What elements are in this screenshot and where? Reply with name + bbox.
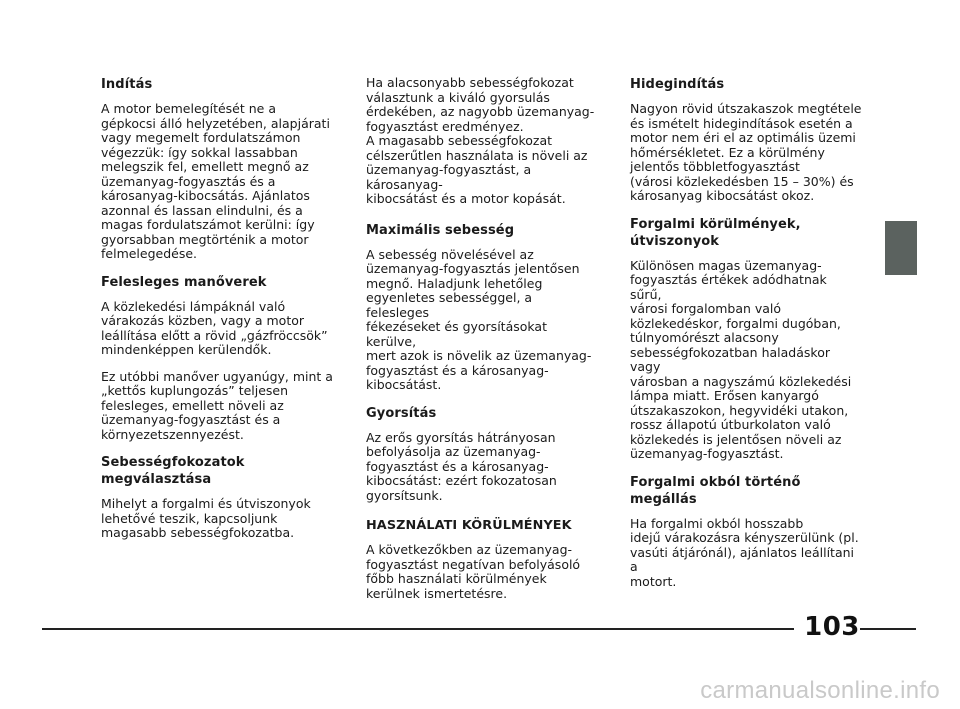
footer-rule-right: [860, 628, 916, 630]
watermark-text: carmanualsonline.info: [700, 677, 940, 704]
paragraph-felesleges-manoverek-2: Ez utóbbi manőver ugyanúgy, mint a „kettős kuplungozás” teljesen felesleges, emellett növeli az üzemanyag-fogyasztást és a környezetszennyezést.: [101, 368, 333, 442]
heading-hasznalati-korulmenyek: HASZNÁLATI KÖRÜLMÉNYEK: [366, 518, 572, 533]
heading-hidegínditas: Hidegindítás: [630, 77, 725, 92]
column-right: [630, 76, 862, 601]
section-tab-marker: [885, 221, 917, 275]
paragraph-forgalmi-korulmenyek: Különösen magas üzemanyag- fogyasztás értékek adódhatnak sűrű, városi forgalomban való közlekedéskor, forgalmi dugóban, túlnyomórészt alacsony sebességfokozatban haladáskor vagy városban a nagyszámú közlekedési lámpa miatt. Erősen kanyargó útszakaszokon, hegyvidéki utakon, rossz állapotú útburkolaton való közlekedés is jelentősen növeli az üzemanyag-fogyasztást.: [630, 257, 852, 461]
heading-forgalmi-korulmenyek: Forgalmi körülmények, útviszonyok: [630, 216, 801, 249]
paragraph-sebessegfokozatok: Mihelyt a forgalmi és útviszonyok lehetővé teszik, kapcsoljunk magasabb sebességfokozatba.: [101, 496, 311, 540]
column-middle: [366, 76, 598, 613]
heading-forgalmi-megallas: Forgalmi okból történő megállás: [630, 474, 801, 507]
heading-gyorsitas: Gyorsítás: [366, 405, 437, 421]
paragraph-inditas: A motor bemelegítését ne a gépkocsi álló helyzetében, alapjárati vagy megemelt fordulatszámon végezzük: így sokkal lassabban melegszik fel, emellett megnő az üzemanyag-fogyasztás és a károsanyag-kibocsátás. Ajánlatos azonnal és lassan elindulni, és a magas fordulatszámot kerülni: így gyorsabban megtörténik a motor felmelegedése.: [101, 101, 330, 261]
column-left: [101, 76, 333, 553]
paragraph-gyorsitas: Az erős gyorsítás hátrányosan befolyásolja az üzemanyag- fogyasztást és a károsanyag- kibocsátást: ezért fokozatosan gyorsítsunk.: [366, 429, 557, 503]
footer-rule-left: [42, 628, 794, 630]
paragraph-felesleges-manoverek-1: A közlekedési lámpáknál való várakozás közben, vagy a motor leállítása előtt a rövid „gázfröccsök” mindenképpen kerülendők.: [101, 298, 328, 357]
heading-maximalis-sebesseg: Maximális sebesség: [366, 222, 515, 238]
paragraph-hidegínditas: Nagyon rövid útszakaszok megtétele és ismételt hidegindítások esetén a motor nem éri el az optimális üzemi hőmérsékletet. Ez a körülmény jelentős többletfogyasztást (városi közlekedésben 15 – 30%) és károsanyag kibocsátást okoz.: [630, 101, 862, 203]
heading-inditas: Indítás: [101, 77, 153, 92]
page-number: 103: [804, 612, 860, 642]
heading-sebessegfokozatok: Sebességfokozatok megválasztása: [101, 455, 245, 487]
paragraph-maximalis-sebesseg: A sebesség növelésével az üzemanyag-fogyasztás jelentősen megnő. Haladjunk lehetőleg egyenletes sebességgel, a felesleges fékezéseket és gyorsításokat kerülve, mert azok is növelik az üzemanyag- fogyasztást és a károsanyag- kibocsátást.: [366, 246, 592, 392]
heading-felesleges-manoverek: Felesleges manőverek: [101, 274, 267, 290]
paragraph-intro: Ha alacsonyabb sebességfokozat választunk a kiváló gyorsulás érdekében, az nagyobb üzemanyag- fogyasztást eredményez. A magasabb sebességfokozat célszerűtlen használata is növeli az üzemanyag-fogyasztást, a károsanyag- kibocsátást és a motor kopását.: [366, 75, 595, 206]
paragraph-hasznalati-korulmenyek: A következőkben az üzemanyag- fogyasztást negatívan befolyásoló főbb használati körülmények kerülnek ismertetésre.: [366, 542, 581, 601]
paragraph-forgalmi-megallas: Ha forgalmi okból hosszabb idejű várakozásra kényszerülünk (pl. vasúti átjárónál), ajánlatos leállítani a motort.: [630, 515, 859, 589]
